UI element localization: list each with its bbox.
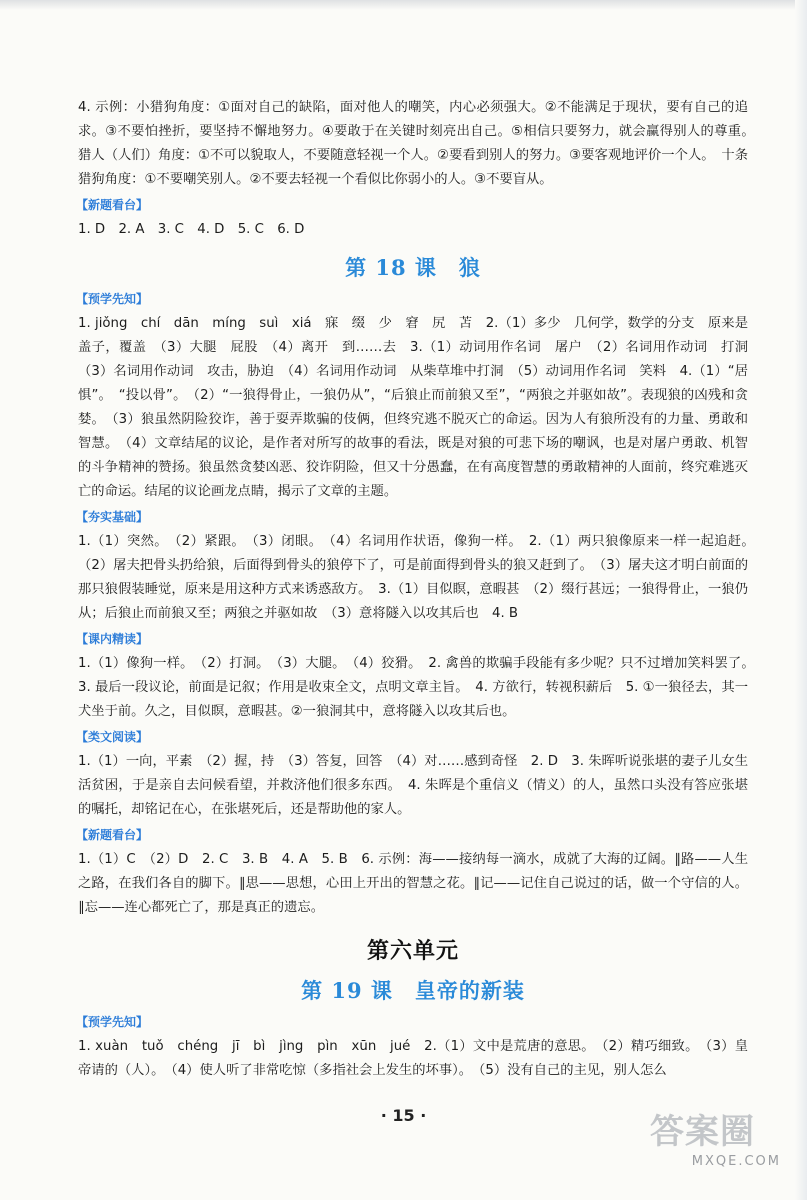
- lesson18-kenei-answers: 1.（1）像狗一样。 （2）打洞。 （3）大腿。 （4）狡猾。 2. 禽兽的欺骗手段能有多少呢？只不过增加笑料罢了。 3. 最后一段议论，前面是记叙；作用是收束全文，点明文章主旨。 4. 方欲行，转视积薪后 5. ①一狼径去，其一犬坐于前。久之，目似瞑，意暇甚。②一狼洞其中，意将隧入以攻其后也。: [78, 656, 762, 719]
- section-tag-xinti: 【新题看台】: [76, 828, 149, 842]
- lesson17-q4-paragraph: 4. 示例：小猎狗角度：①面对自己的缺陷，面对他人的嘲笑，内心必须强大。②不能满足于现状，要有自己的追求。③不要怕挫折，要坚持不懈地努力。④要敢于在关键时刻亮出自己。⑤相信只要努力，就会赢得别人的尊重。 猎人（人们）角度：①不可以貌取人，不要随意轻视一个人。②要看到别人的努力。③要客观地评价一个人。 十条猎狗角度：①不要嘲笑别人。②不要去轻视一个看似比你弱小的人。③不要盲从。: [78, 100, 762, 187]
- lesson-18-heading: [78, 252, 748, 282]
- section-tag-yuxue: 【预学先知】: [76, 1015, 149, 1029]
- page-content: [76, 96, 762, 1083]
- lesson-19-number: 第 19 课: [301, 978, 393, 1003]
- lesson18-yuxue-answers: 1. jiǒng chí dān míng suì xiá 寐 缀 少 窘 尻 苫 2.（1）多少 几何学，数学的分支 原来是 盖子，覆盖 （3）大腿 屁股 （4）离开 到……去 3.（1）动词用作名词 屠户 （2）名词用作动词 打洞 （3）名词用作动词 攻击，胁迫 （4）名词用作动词 从柴草堆中打洞 （5）动词用作名词 笑料 4.（1）“居惧”。 “投以骨”。 （2）“一狼得骨止，一狼仍从”，“后狼止而前狼又至”，“两狼之并驱如故”。表现狼的凶残和贪婪。 （3）狼虽然阴险狡诈，善于耍弄欺骗的伎俩，但终究逃不脱灭亡的命运。因为人有狼所没有的力量、勇敢和智慧。 （4）文章结尾的议论，是作者对所写的故事的看法，既是对狼的可悲下场的嘲讽，也是对屠户勇敢、机智的斗争精神的赞扬。狼虽然贪婪凶恶、狡诈阴险，但又十分愚蠢，在有高度智慧的勇敢精神的人面前，终究难逃灭亡的命运。结尾的议论画龙点睛，揭示了文章的主题。: [78, 316, 762, 499]
- lesson18-hangshi-answers: 1.（1）突然。 （2）紧跟。 （3）闭眼。 （4）名词用作状语，像狗一样。 2.（1）两只狼像原来一样一起追赶。 （2）屠夫把骨头扔给狼，后面得到骨头的狼停下了，可是前面得到骨头的狼又赶到了。 （3）屠夫这才明白前面的那只狼假装睡觉，原来是用这种方式来诱惑敌方。 3.（1）目似瞑，意暇甚 （2）缀行甚远；一狼得骨止，一狼仍从；后狼止而前狼又至；两狼之并驱如故 （3）意将隧入以攻其后也 4. B: [78, 534, 762, 621]
- lesson18-xinti-answers: 1.（1）C （2）D 2. C 3. B 4. A 5. B 6. 示例：海——接纳每一滴水，成就了大海的辽阔。∥路——人生之路，在我们各自的脚下。∥思——思想，心田上开出的智慧之花。∥记——记住自己说过的话，做一个守信的人。∥忘——连心都死亡了，那是真正的遗忘。: [78, 852, 748, 915]
- lesson-18-title: 狼: [458, 255, 481, 280]
- unit-title: 第六单元: [366, 938, 459, 964]
- page-number: · 15 ·: [380, 1106, 427, 1125]
- lesson-18-number: 第 18 课: [345, 255, 437, 280]
- scan-right-edge: [795, 0, 807, 1200]
- watermark-logo-text: 答案圈: [650, 1112, 755, 1152]
- section-tag-kenei: 【课内精读】: [76, 632, 149, 646]
- section-tag-leiwen: 【类文阅读】: [76, 730, 149, 744]
- site-watermark-logo: [650, 1110, 795, 1190]
- lesson17-xinti-answers: 1. D 2. A 3. C 4. D 5. C 6. D: [78, 222, 305, 237]
- lesson-19-title: 皇帝的新装: [414, 978, 525, 1003]
- section-tag-yuxue: 【预学先知】: [76, 292, 149, 306]
- section-tag-hangshi: 【夯实基础】: [76, 510, 149, 524]
- scan-top-edge: [0, 0, 807, 10]
- lesson18-leiwen-answers: 1.（1）一向，平素 （2）握，持 （3）答复，回答 （4）对……感到奇怪 2. D 3. 朱晖听说张堪的妻子儿女生活贫困，于是亲自去问候看望，并救济他们很多东西。 4. 朱晖是个重信义（情义）的人，虽然口头没有答应张堪的嘱托，却铭记在心，在张堪死后，还是帮助他的家人。: [78, 754, 748, 817]
- watermark-url-text: MXQE.COM: [691, 1154, 781, 1169]
- lesson19-yuxue-answers: 1. xuàn tuǒ chéng jī bì jìng pìn xūn jué 2.（1）文中是荒唐的意思。 （2）精巧细致。 （3）皇帝请的（人）。 （4）使人听了非常吃惊（多指社会上发生的坏事）。 （5）没有自己的主见，别人怎么: [78, 1039, 748, 1078]
- lesson-19-heading: [78, 975, 748, 1005]
- section-tag-xinti: 【新题看台】: [76, 198, 149, 212]
